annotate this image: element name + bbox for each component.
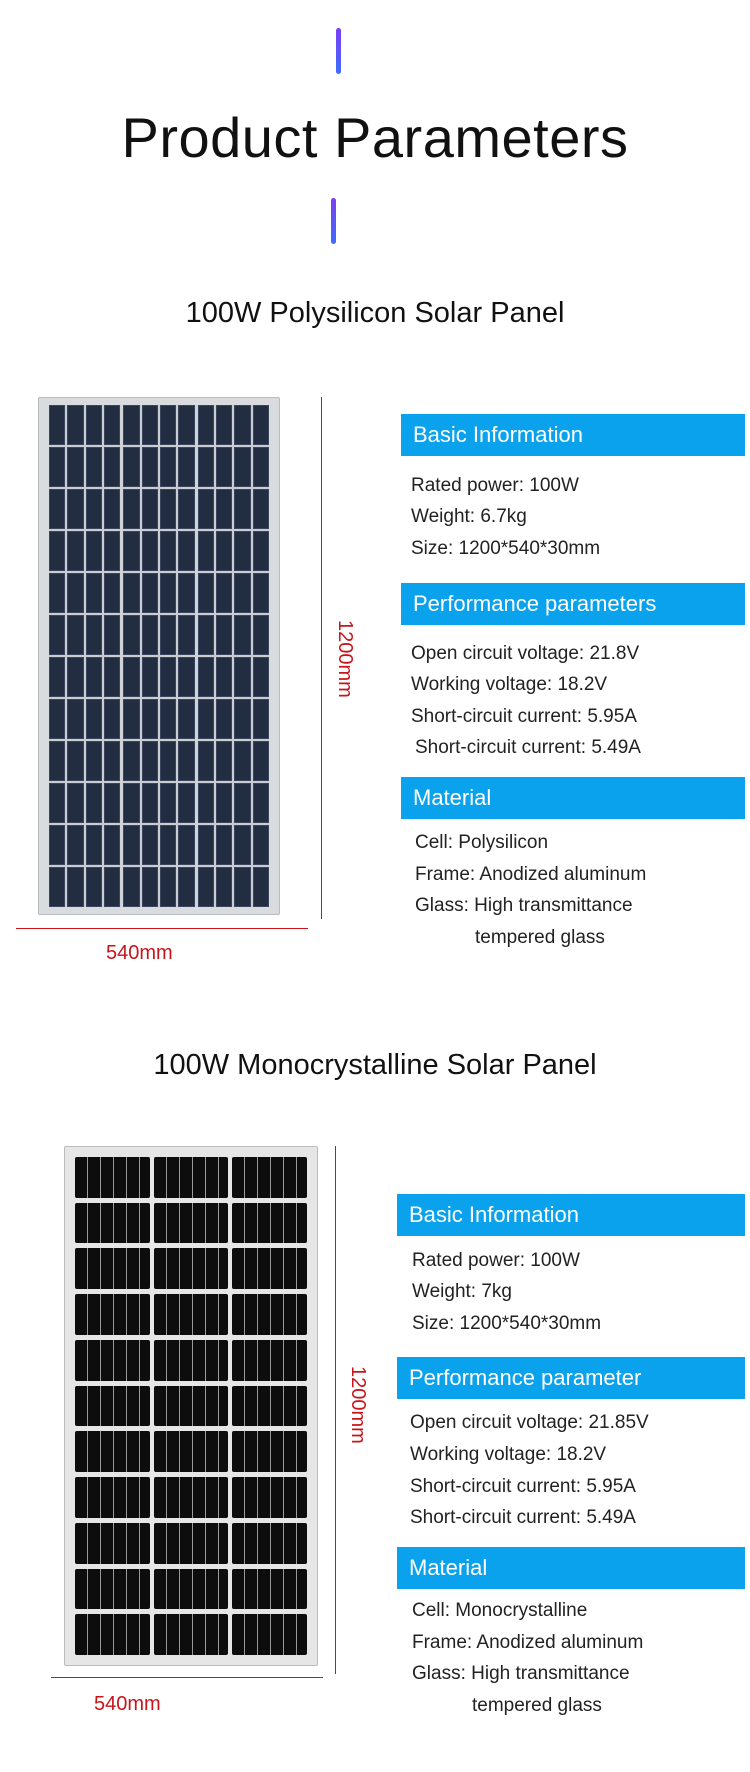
poly-performance-line: Open circuit voltage: 21.8V bbox=[411, 643, 640, 664]
poly-performance-line: Short-circuit current: 5.95A bbox=[411, 706, 637, 727]
poly-height-dimension-line bbox=[321, 397, 322, 919]
mono-material-line: tempered glass bbox=[472, 1695, 602, 1716]
mono-width-dimension-line bbox=[51, 1677, 323, 1678]
poly-basic-line: Weight: 6.7kg bbox=[411, 506, 527, 527]
mono-height-dimension-line bbox=[335, 1146, 336, 1674]
poly-basic-line: Rated power: 100W bbox=[411, 475, 579, 496]
mono-basic-line: Weight: 7kg bbox=[412, 1281, 512, 1302]
mono-material-header: Material bbox=[397, 1547, 745, 1589]
mono-material-line: Frame: Anodized aluminum bbox=[412, 1632, 644, 1653]
bottom-accent-bar bbox=[331, 198, 336, 244]
poly-width-label: 540mm bbox=[106, 942, 173, 964]
poly-height-label: 1200mm bbox=[334, 620, 356, 698]
poly-material-line: Cell: Polysilicon bbox=[415, 832, 549, 853]
poly-material-header: Material bbox=[401, 777, 745, 819]
mono-basic-line: Rated power: 100W bbox=[412, 1250, 580, 1271]
mono-material-line: Cell: Monocrystalline bbox=[412, 1600, 588, 1621]
poly-width-dimension-line bbox=[16, 928, 308, 929]
mono-performance-line: Short-circuit current: 5.95A bbox=[410, 1476, 636, 1497]
poly-material-line: Glass: High transmittance bbox=[415, 895, 633, 916]
mono-performance-line: Working voltage: 18.2V bbox=[410, 1444, 607, 1465]
mono-performance-line: Short-circuit current: 5.49A bbox=[410, 1507, 636, 1528]
mono-performance-header: Performance parameter bbox=[397, 1357, 745, 1399]
mono-material-line: Glass: High transmittance bbox=[412, 1663, 630, 1684]
mono-width-label: 540mm bbox=[94, 1693, 161, 1715]
poly-section-title: 100W Polysilicon Solar Panel bbox=[185, 297, 565, 329]
poly-material-line: Frame: Anodized aluminum bbox=[415, 864, 647, 885]
poly-performance-line: Short-circuit current: 5.49A bbox=[415, 737, 641, 758]
mono-height-label: 1200mm bbox=[347, 1366, 369, 1444]
poly-material-line: tempered glass bbox=[475, 927, 605, 948]
page-title: Product Parameters bbox=[121, 106, 629, 169]
poly-performance-header: Performance parameters bbox=[401, 583, 745, 625]
monocrystalline-panel-image bbox=[64, 1146, 318, 1666]
mono-performance-line: Open circuit voltage: 21.85V bbox=[410, 1412, 649, 1433]
mono-section-title: 100W Monocrystalline Solar Panel bbox=[153, 1049, 597, 1081]
mono-basic-line: Size: 1200*540*30mm bbox=[412, 1313, 602, 1334]
poly-basic-info-header: Basic Information bbox=[401, 414, 745, 456]
poly-basic-line: Size: 1200*540*30mm bbox=[411, 538, 601, 559]
polysilicon-panel-image bbox=[38, 397, 280, 915]
poly-performance-line: Working voltage: 18.2V bbox=[411, 674, 608, 695]
mono-basic-info-header: Basic Information bbox=[397, 1194, 745, 1236]
top-accent-bar bbox=[336, 28, 341, 74]
